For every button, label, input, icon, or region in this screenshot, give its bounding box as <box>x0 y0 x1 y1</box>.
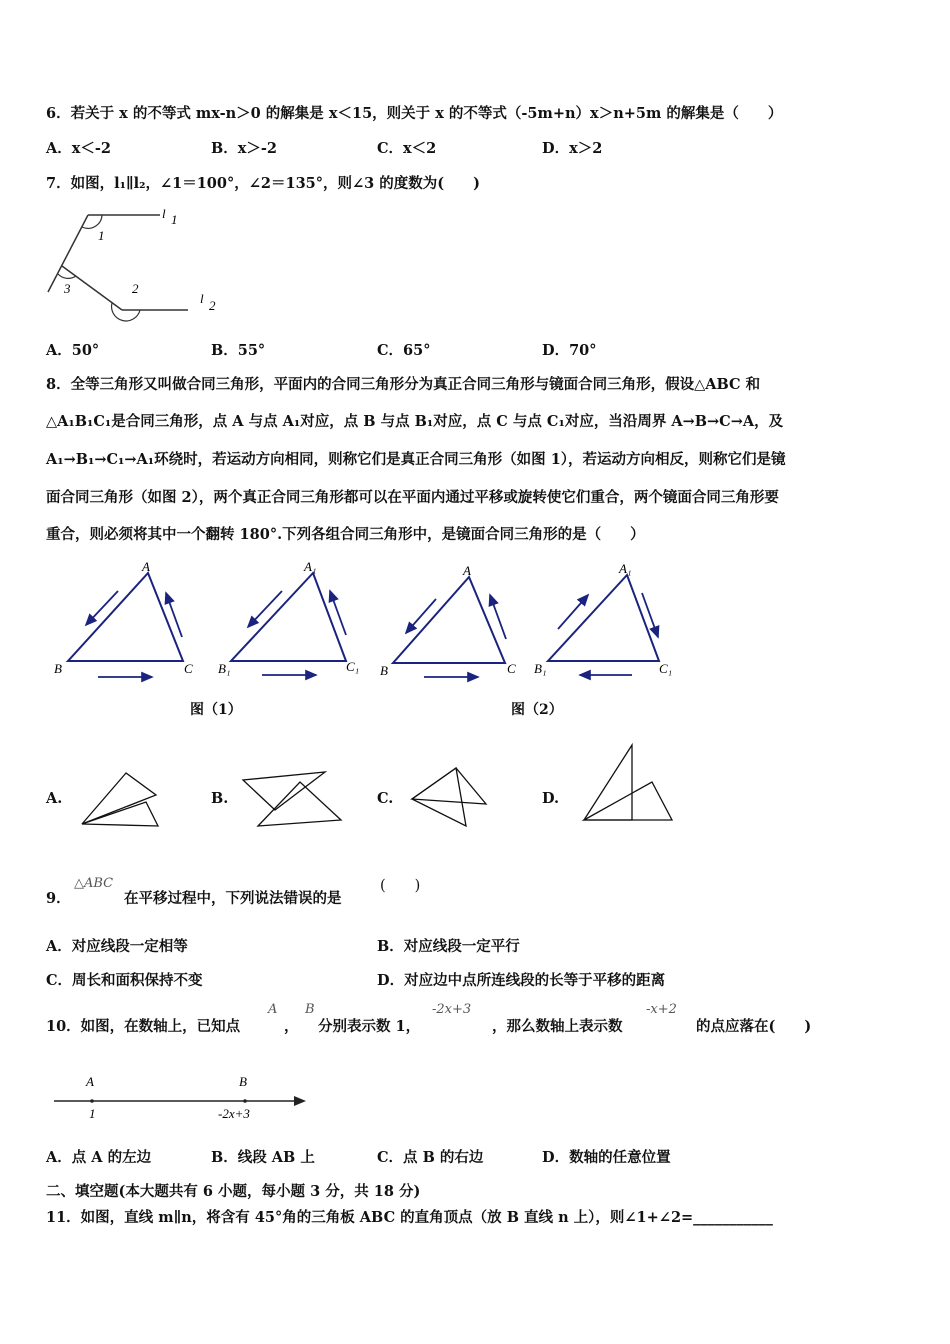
q6-option-c: C．x＜2 <box>377 140 437 157</box>
q7-angle-2: 2 <box>132 281 139 296</box>
q10-option-a: A．点 A 的左边 <box>46 1149 152 1166</box>
q10-stem-part3: ，那么数轴上表示数 <box>492 1018 623 1035</box>
q7-angle-1: 1 <box>98 228 105 243</box>
q9-option-d: D．对应边中点所连线段的长等于平移的距离 <box>377 972 666 989</box>
q10-axis-label-b: B <box>239 1074 247 1089</box>
q8-triangle-a1b1c1-2 <box>534 561 672 676</box>
q6-stem: 6．若关于 x 的不等式 mx-n＞0 的解集是 x＜15，则关于 x 的不等式（-5m+n）x＞n+5m 的解集是（ ） <box>46 105 783 122</box>
q8-option-c-triangle-2 <box>412 768 466 826</box>
q6-option-b: B．x＞-2 <box>211 140 278 157</box>
q9-option-b: B．对应线段一定平行 <box>377 938 520 955</box>
q10-axis-label-a: A <box>86 1074 94 1089</box>
q7-stem: 7．如图，l₁∥l₂，∠1＝100°，∠2＝135°，则∠3 的度数为( ) <box>46 175 481 192</box>
q8-option-d-triangle-1 <box>584 745 632 820</box>
q9-option-c: C．周长和面积保持不变 <box>46 972 203 989</box>
q8-line-1: 8．全等三角形又叫做合同三角形，平面内的合同三角形分为真正合同三角形与镜面合同三角形，假设△ABC 和 <box>46 376 761 393</box>
q8-option-d-triangle-2 <box>584 782 672 820</box>
svg-text:B₁: B₁ <box>218 661 231 676</box>
q10-stem-part2: 分别表示数 1， <box>318 1018 421 1035</box>
q10-number-line <box>40 1068 320 1128</box>
q10-option-d: D．数轴的任意位置 <box>542 1149 671 1166</box>
q9-stem: 在平移过程中，下列说法错误的是 <box>124 890 342 907</box>
q9-number: 9． <box>46 890 71 907</box>
q6-option-a: A．x＜-2 <box>46 140 112 157</box>
svg-text:C₁: C₁ <box>346 659 360 674</box>
svg-text:A: A <box>463 563 471 578</box>
svg-text:B₁: B₁ <box>534 661 547 676</box>
q8-line-3: A₁→B₁→C₁→A₁环绕时，若运动方向相同，则称它们是真正合同三角形（如图 1），若运动方向相反，则称它们是镜 <box>46 451 786 468</box>
q11-stem: 11．如图，直线 m∥n，将含有 45°角的三角板 ABC 的直角顶点（放 B 直线 n 上），则∠1+∠2=___________ <box>46 1209 773 1226</box>
q7-figure <box>40 200 230 325</box>
svg-text:A: A <box>142 559 150 574</box>
q8-triangle-a1b1c1-1 <box>218 559 359 676</box>
q9-option-a: A．对应线段一定相等 <box>46 938 188 955</box>
svg-text:B: B <box>54 661 62 676</box>
q8-caption-fig2: 图（2） <box>511 702 563 718</box>
q10-expr-2: -x+2 <box>646 1002 677 1017</box>
q10-comma: ， <box>284 1018 299 1035</box>
q7-option-d: D．70° <box>542 342 597 359</box>
svg-text:A₁: A₁ <box>304 559 317 574</box>
q9-math: △ABC <box>74 876 114 891</box>
q10-expr-1: -2x+3 <box>432 1002 472 1017</box>
q10-math-a: A <box>268 1002 278 1017</box>
q8-option-b-triangle-2 <box>258 782 341 826</box>
q8-option-c: C. <box>377 790 394 807</box>
q8-line-4: 面合同三角形（如图 2），两个真正合同三角形都可以在平面内通过平移或旋转使它们重合，两个镜面合同三角形要 <box>46 489 779 506</box>
q10-math-b: B <box>305 1002 315 1017</box>
svg-text:A₁: A₁ <box>619 561 632 576</box>
q9-paren: ( ) <box>380 878 421 894</box>
svg-text:B: B <box>380 663 388 678</box>
q8-caption-fig1: 图（1） <box>190 702 242 718</box>
q8-line-2: △A₁B₁C₁是合同三角形，点 A 与点 A₁对应，点 B 与点 B₁对应，点 C 与点 C₁对应，当沿周界 A→B→C→A，及 <box>46 413 784 430</box>
q8-option-figures <box>0 740 950 835</box>
svg-text:C₁: C₁ <box>659 661 673 676</box>
q10-option-c: C．点 B 的右边 <box>377 1149 484 1166</box>
q8-option-a: A. <box>46 790 63 807</box>
q10-axis-tick-a: 1 <box>89 1106 96 1121</box>
q8-option-b-triangle-1 <box>243 772 325 810</box>
svg-text:C: C <box>184 661 193 676</box>
section-2-heading: 二、填空题(本大题共有 6 小题，每小题 3 分，共 18 分) <box>46 1183 421 1200</box>
q8-option-d: D. <box>542 790 560 807</box>
q8-option-a-triangle-2 <box>82 802 158 826</box>
q10-axis-tick-b: -2x+3 <box>218 1106 250 1121</box>
q8-triangle-abc-2 <box>380 563 516 678</box>
q7-option-c: C．65° <box>377 342 431 359</box>
q6-option-d: D．x＞2 <box>542 140 603 157</box>
q7-label-l1: l <box>162 206 166 221</box>
q7-angle-3: 3 <box>64 281 71 296</box>
q7-option-a: A．50° <box>46 342 100 359</box>
q10-option-b: B．线段 AB 上 <box>211 1149 315 1166</box>
q7-label-l2: l <box>200 291 204 306</box>
q8-option-a-triangle-1 <box>82 773 156 824</box>
q10-stem-part1: 10．如图，在数轴上，已知点 <box>46 1018 241 1035</box>
q8-definition-figures <box>0 555 950 695</box>
q8-triangle-abc-1 <box>54 559 193 677</box>
q7-label-l2-sub: 2 <box>209 298 216 313</box>
q7-option-b: B．55° <box>211 342 266 359</box>
q8-option-b: B. <box>211 790 229 807</box>
q8-line-5: 重合，则必须将其中一个翻转 180°.下列各组合同三角形中，是镜面合同三角形的是（ ） <box>46 526 645 543</box>
q10-stem-part4: 的点应落在( ) <box>696 1018 812 1035</box>
q7-label-l1-sub: 1 <box>171 212 178 227</box>
svg-text:C: C <box>507 661 516 676</box>
